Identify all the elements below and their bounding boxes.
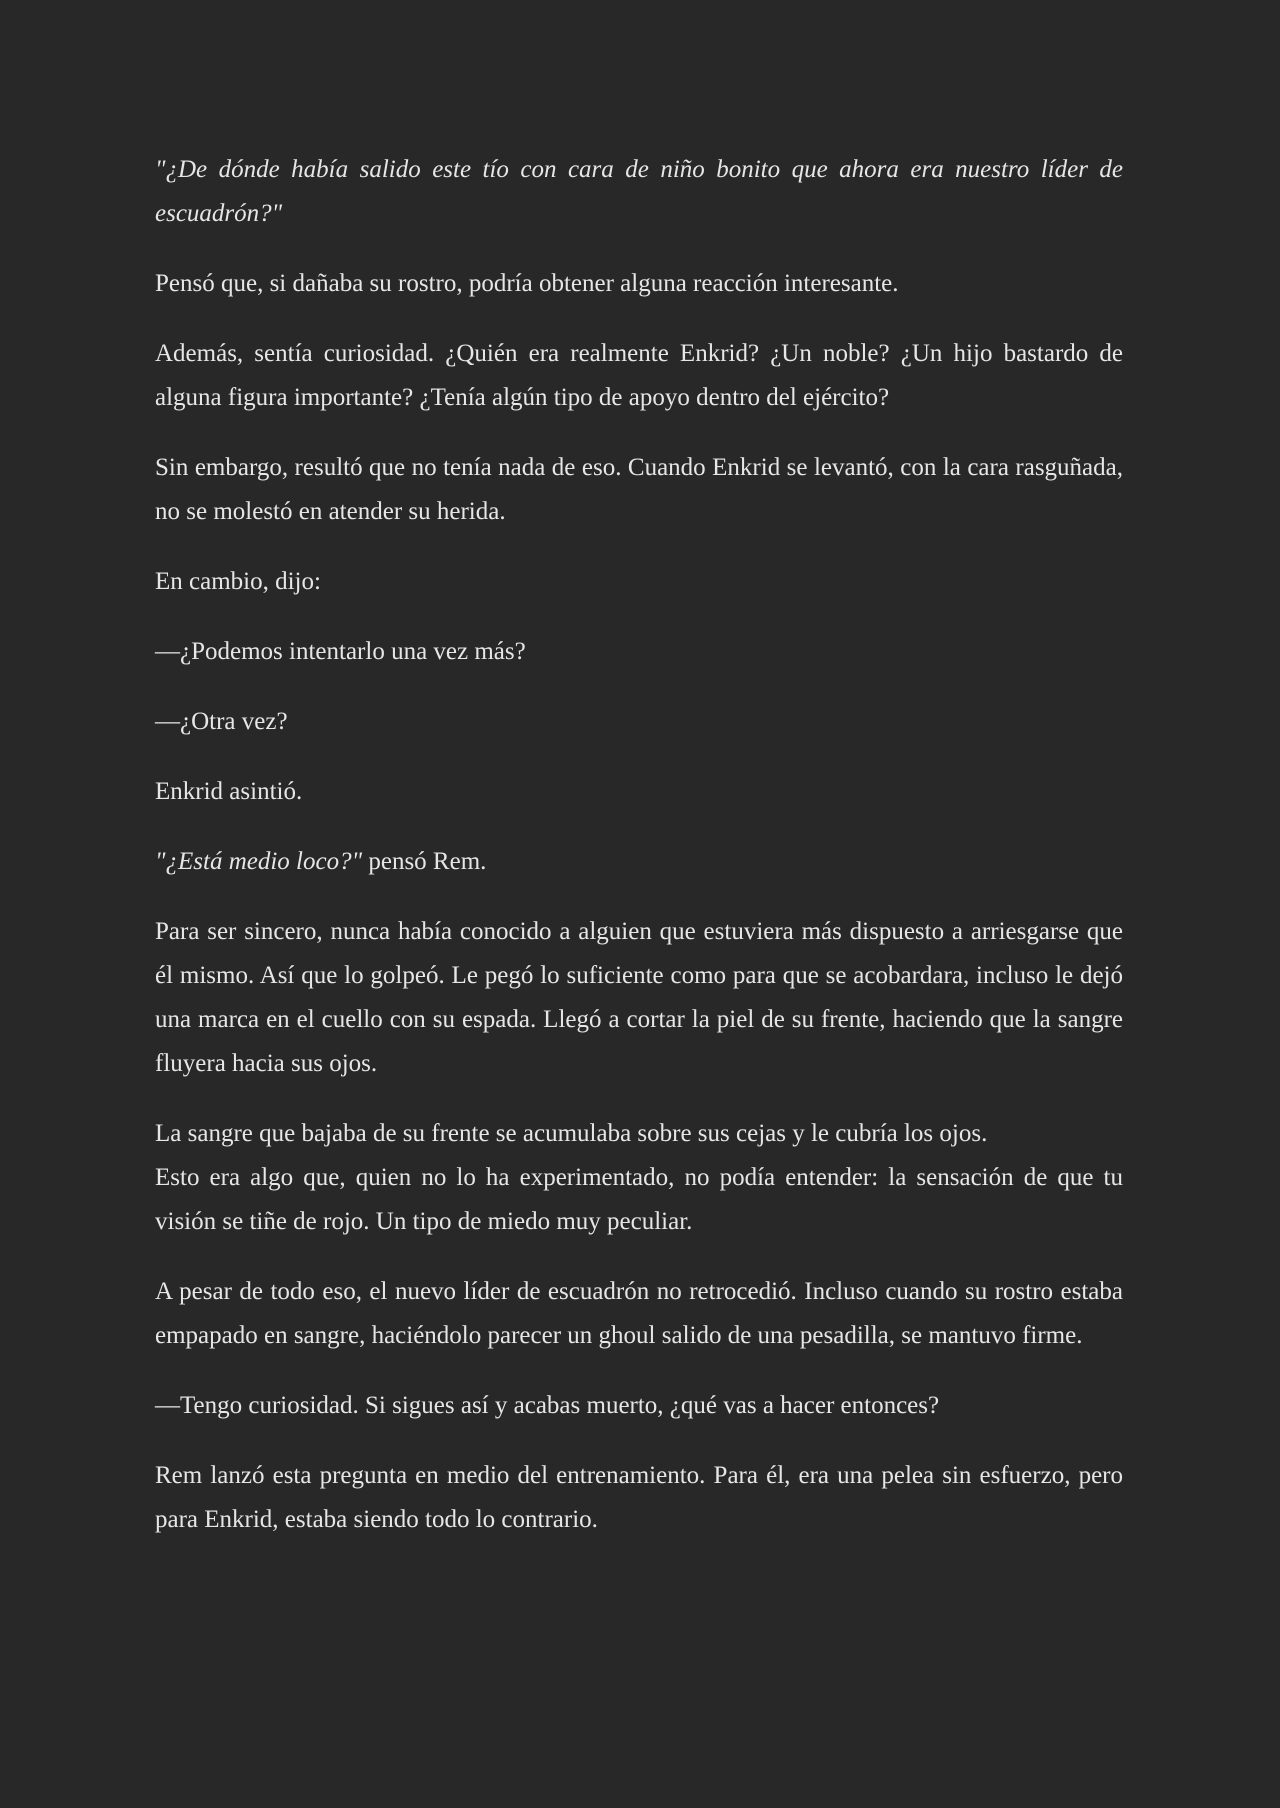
paragraph: Pensó que, si dañaba su rostro, podría obtener alguna reacción interesante. — [155, 270, 899, 297]
paragraph: Rem lanzó esta pregunta en medio del entrenamiento. Para él, era una pelea sin esfuerzo, pero para Enkrid, estaba siendo todo lo contrario. — [155, 1462, 1123, 1533]
paragraph: Además, sentía curiosidad. ¿Quién era realmente Enkrid? ¿Un noble? ¿Un hijo bastardo de alguna figura importante? ¿Tenía algún tipo de apoyo dentro del ejército? — [155, 340, 1123, 411]
paragraph: Enkrid asintió. — [155, 778, 303, 805]
paragraph — [155, 840, 1123, 884]
dialogue-line: —¿Otra vez? — [155, 708, 288, 735]
paragraph: A pesar de todo eso, el nuevo líder de escuadrón no retrocedió. Incluso cuando su rostro estaba empapado en sangre, haciéndolo parecer un ghoul salido de una pesadilla, se mantuvo firme. — [155, 1278, 1123, 1349]
paragraph-text: pensó Rem. — [362, 848, 487, 875]
dialogue-line: —Tengo curiosidad. Si sigues así y acabas muerto, ¿qué vas a hacer entonces? — [155, 1392, 940, 1419]
paragraph-line: La sangre que bajaba de su frente se acumulaba sobre sus cejas y le cubría los ojos. — [155, 1120, 988, 1147]
italic-thought: "¿De dónde había salido este tío con cara de niño bonito que ahora era nuestro líder de escuadrón?" — [155, 156, 1123, 227]
italic-thought: "¿Está medio loco?" — [155, 848, 363, 875]
paragraph — [155, 1112, 1123, 1244]
paragraph: Sin embargo, resultó que no tenía nada de eso. Cuando Enkrid se levantó, con la cara rasguñada, no se molestó en atender su herida. — [155, 454, 1123, 525]
paragraph: Para ser sincero, nunca había conocido a alguien que estuviera más dispuesto a arriesgarse que él mismo. Así que lo golpeó. Le pegó lo suficiente como para que se acobardara, incluso le dejó una marca en el cuello con su espada. Llegó a cortar la piel de su frente, haciendo que la sangre fluyera hacia sus ojos. — [155, 918, 1123, 1077]
paragraph: En cambio, dijo: — [155, 568, 321, 595]
paragraph — [155, 148, 1123, 236]
reader-content — [155, 148, 1123, 1568]
paragraph-text: Esto era algo que, quien no lo ha experimentado, no podía entender: la sensación de que tu visión se tiñe de rojo. Un tipo de miedo muy peculiar. — [155, 1164, 1123, 1235]
dialogue-line: —¿Podemos intentarlo una vez más? — [155, 638, 526, 665]
